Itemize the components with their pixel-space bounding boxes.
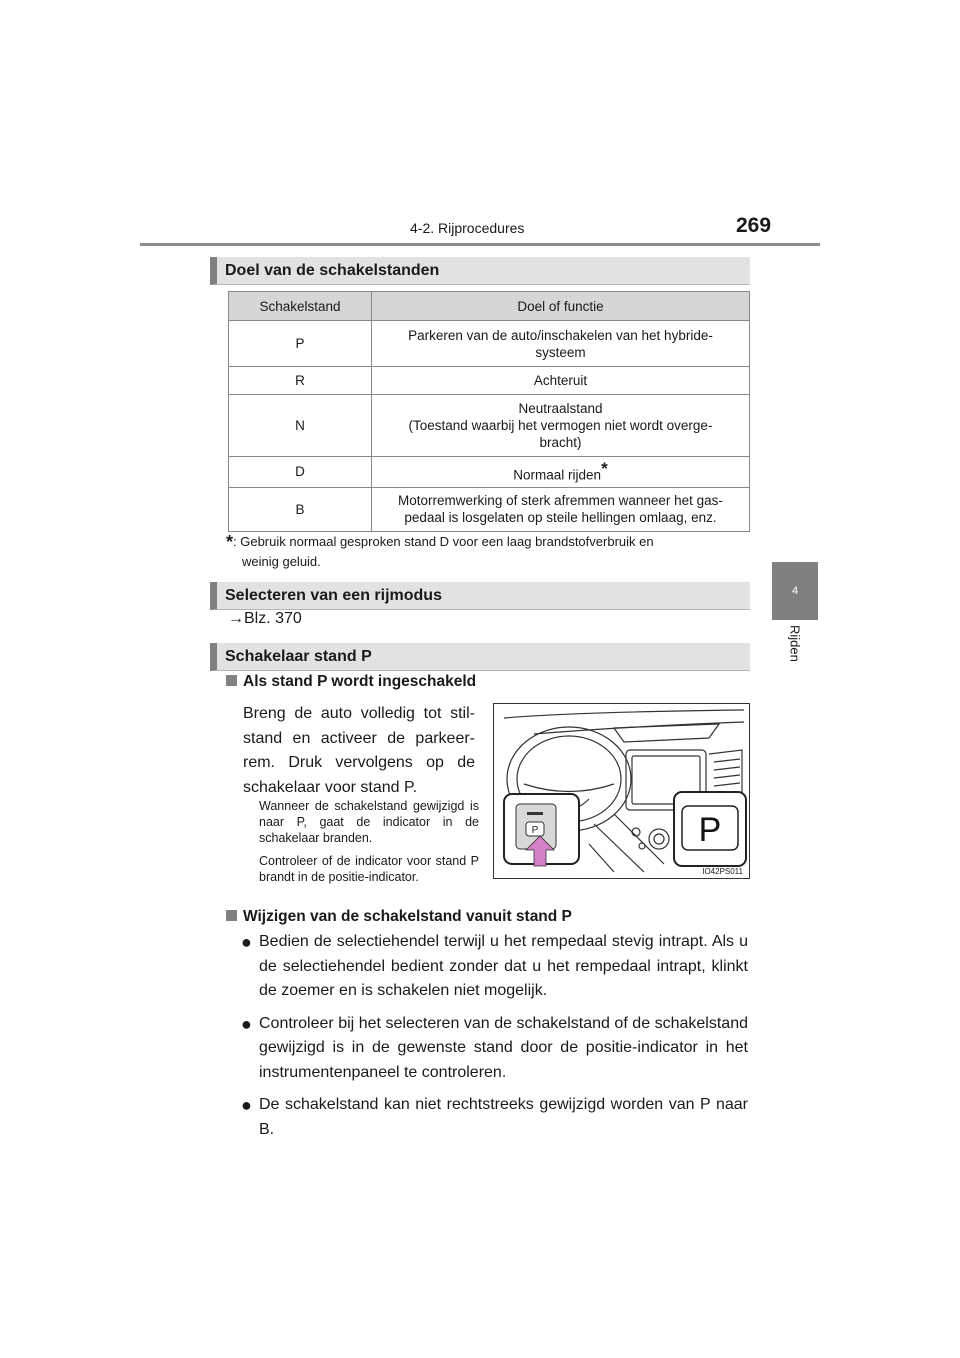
figure-button-letter: P <box>531 825 539 836</box>
table-cell-line: Achteruit <box>533 373 588 388</box>
footnote-star: * <box>226 532 234 552</box>
table-cell-position: D <box>229 457 372 488</box>
list-item-text: De schakelstand kan niet rechtstreeks gewijzigd worden van P naar B. <box>259 1096 748 1138</box>
table-cell-line: pedaal is losgelaten op steile hellingen omlaag, enz. <box>404 510 717 525</box>
bullet-dot-icon: ● <box>241 1095 252 1115</box>
chapter-tab: 4 <box>772 562 818 620</box>
dashboard-drawing <box>494 704 749 878</box>
page-reference: →Blz. 370 <box>228 610 302 627</box>
shift-position-table <box>228 291 750 532</box>
table-cell-line: (Toestand waarbij het vermogen niet wordt overge- <box>408 418 713 433</box>
table-cell-function <box>372 395 750 457</box>
table-row <box>229 367 750 395</box>
bullet-list <box>243 930 748 1150</box>
subsection-title-p-engaged <box>226 673 476 691</box>
square-bullet-icon <box>226 910 237 921</box>
table-cell-position: P <box>229 321 372 367</box>
table-header-cell: Schakelstand <box>229 292 372 321</box>
table-row <box>229 457 750 488</box>
page-number: 269 <box>736 214 772 237</box>
bullet-dot-icon: ● <box>241 932 252 952</box>
table-cell-position: B <box>229 487 372 531</box>
table-cell-function <box>372 457 750 488</box>
table-header-row <box>229 292 750 321</box>
footnote-text: : Gebruik normaal gesproken stand D voor een laag brandstofverbruik en <box>233 534 654 549</box>
table-cell-function <box>372 367 750 395</box>
subsection-title-text: Wijzigen van de schakelstand vanuit stand P <box>243 908 572 925</box>
body-paragraph: Breng de auto volledig tot stilstand en activeer de parkeerrem. Druk vervolgens op de schakelaar voor stand P. <box>243 705 475 796</box>
table-cell-line: Motorremwerking of sterk afremmen wanneer het gas- <box>398 493 723 508</box>
figure-zoom-letter: P <box>698 811 722 849</box>
table-footnote <box>226 532 748 572</box>
section-header-selecteren: Selecteren van een rijmodus <box>210 582 750 610</box>
footnote-text-cont: weinig geluid. <box>242 554 321 569</box>
subsection-title-change-from-p <box>226 908 572 926</box>
subsection-title-text: Als stand P wordt ingeschakeld <box>243 673 477 690</box>
table-row <box>229 395 750 457</box>
table-cell-function <box>372 487 750 531</box>
figure-code: IO42PS011 <box>702 867 743 876</box>
note-paragraph: Wanneer de schakelstand gewijzigd is naar P, gaat de indicator in de schakelaar branden. <box>259 799 479 845</box>
section-header-schakelaar: Schakelaar stand P <box>210 643 750 671</box>
table-cell-line: bracht) <box>539 435 582 450</box>
table-cell-line: systeem <box>535 344 586 360</box>
list-item <box>243 930 748 1004</box>
header-rule <box>140 243 820 246</box>
table-row <box>229 487 750 531</box>
square-bullet-icon <box>226 675 237 686</box>
table-cell-line: Neutraalstand <box>518 401 603 416</box>
running-header-section: 4-2. Rijprocedures <box>410 220 525 236</box>
footnote-marker: * <box>601 459 608 478</box>
table-header-cell: Doel of functie <box>372 292 750 321</box>
table-cell-function <box>372 321 750 367</box>
chapter-label <box>772 625 818 685</box>
table-cell-line: Normaal rijden <box>513 467 602 483</box>
table-cell-position: N <box>229 395 372 457</box>
table-cell-line: Parkeren van de auto/inschakelen van het hybride- <box>408 327 713 343</box>
list-item-text: Bedien de selectiehendel terwijl u het rempedaal stevig intrapt. Als u de selectiehendel bedient zonder dat u het rempedaal intrapt, klinkt de zoemer en is schakelen niet mogelijk. <box>259 933 748 999</box>
list-item-text: Controleer bij het selecteren van de schakelstand of de schakelstand gewijzigd is in de gewenste stand door de positie-indicator in het instrumentenpaneel te controleren. <box>259 1014 748 1081</box>
list-item <box>243 1093 748 1142</box>
section-header-doel: Doel van de schakelstanden <box>210 257 750 285</box>
chapter-label-text: Rijden <box>787 625 803 662</box>
table-cell-position: R <box>229 367 372 395</box>
table-row <box>229 321 750 367</box>
dashboard-illustration <box>493 703 750 879</box>
note-paragraph: Controleer of de indicator voor stand P brandt in de positie-indicator. <box>259 854 479 884</box>
bullet-dot-icon: ● <box>241 1013 252 1034</box>
list-item <box>243 1012 748 1086</box>
